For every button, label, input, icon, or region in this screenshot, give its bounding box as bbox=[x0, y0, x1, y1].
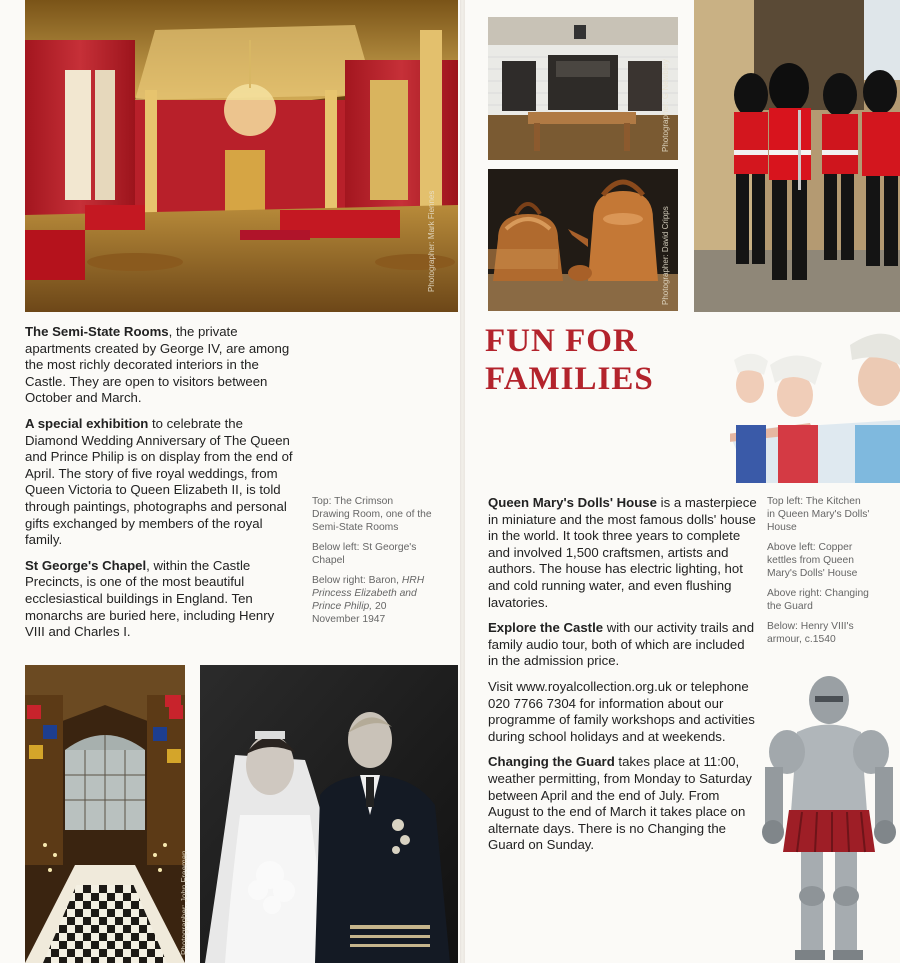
crimson-drawing-room-photo bbox=[25, 0, 458, 312]
henry-viii-armour-photo bbox=[757, 672, 900, 963]
exhibition-heading: A special exhibition bbox=[25, 415, 149, 431]
semi-state-paragraph bbox=[25, 324, 297, 407]
caption-above-left: Above left: Copper kettles from Queen Mary's Dolls' House bbox=[767, 542, 858, 579]
guard-paragraph bbox=[488, 754, 758, 854]
left-body-text bbox=[25, 324, 297, 650]
copper-kettles-photo bbox=[488, 169, 678, 311]
dolls-house-heading: Queen Mary's Dolls' House bbox=[488, 495, 657, 510]
caption-below-right-date: 20 November 1947 bbox=[312, 601, 387, 625]
changing-the-guard-photo bbox=[694, 0, 900, 312]
exhibition-text: to celebrate the Diamond Wedding Anniversary of The Queen and Prince Philip is on display from the end of April. The story of five royal weddings, from Queen Victoria to Queen Elizabeth II, is told through paintings, photographs and personal gifts exchanged by members of the royal family. bbox=[25, 415, 293, 548]
fun-for-families-title bbox=[485, 322, 654, 398]
chapel-text: , within the Castle Precincts, is one of the most beautiful ecclesiastical buildings in England. Ten monarchs are buried here, including Henry VIII and Charles I. bbox=[25, 557, 275, 640]
caption-top-left: Top left: The Kitchen in Queen Mary's Dolls' House bbox=[767, 496, 870, 533]
explore-text: with our activity trails and family audio tour, both of which are included in the admission price. bbox=[488, 620, 755, 669]
right-page bbox=[465, 0, 900, 963]
children-costume-photo bbox=[730, 325, 900, 483]
dolls-house-text: is a masterpiece in miniature and the most famous dolls' house in the world. It took three years to complete and involved 1,500 craftsmen, artists and authors. The house has electric lighting, hot and cold running water, and even flushing lavatories. bbox=[488, 495, 757, 610]
caption-below-right bbox=[312, 574, 432, 626]
caption-below: Below: Henry VIII's armour, c.1540 bbox=[767, 621, 854, 645]
chapel-heading: St George's Chapel bbox=[25, 557, 147, 573]
semi-state-heading: The Semi-State Rooms bbox=[25, 324, 169, 339]
guard-heading: Changing the Guard bbox=[488, 754, 615, 770]
visit-paragraph: Visit www.royalcollection.org.uk or telephone 020 7766 7304 for information about our programme of family workshops and activities during school holidays and at weekends. bbox=[488, 678, 755, 744]
caption-below-right-title: HRH Princess Elizabeth and Prince Philip, bbox=[312, 575, 425, 612]
photo-credit-bottom: Photographer: John Freeman bbox=[180, 850, 189, 955]
photo-credit-top: Photographer: Mark Fiennes bbox=[427, 190, 436, 292]
photo-credit-kettles: Photographer: David Cripps bbox=[661, 206, 670, 305]
caption-top: Top: The Crimson Drawing Room, one of the Semi-State Rooms bbox=[312, 496, 432, 533]
right-captions bbox=[767, 495, 871, 653]
caption-below-left: Below left: St George's Chapel bbox=[312, 542, 417, 566]
caption-above-right: Above right: Changing the Guard bbox=[767, 588, 869, 612]
explore-heading: Explore the Castle bbox=[488, 620, 604, 636]
exhibition-paragraph bbox=[25, 416, 297, 549]
guard-text: takes place at 11:00, weather permitting, from Monday to Saturday between April and the end of July. From August to the end of March it takes place on alternate days. There is no Changing the Guard on Sunday. bbox=[488, 754, 752, 853]
right-body-text bbox=[488, 495, 758, 863]
title-line-2: FAMILIES bbox=[485, 361, 654, 397]
chapel-paragraph bbox=[25, 558, 297, 641]
st-georges-chapel-photo bbox=[25, 665, 185, 963]
title-line-1: FUN FOR bbox=[485, 323, 638, 359]
semi-state-text: , the private apartments created by George IV, are among the most richly decorated interiors in the Castle. They are open to visitors between October and March. bbox=[25, 324, 290, 406]
dolls-house-paragraph bbox=[488, 495, 758, 611]
dolls-house-kitchen-photo bbox=[488, 17, 678, 160]
royal-wedding-photo bbox=[200, 665, 458, 963]
caption-below-right-prefix: Below right: Baron, bbox=[312, 575, 399, 586]
left-captions bbox=[312, 495, 432, 633]
explore-paragraph bbox=[488, 620, 758, 670]
photo-credit-kitchen: Photographer: G Newbery bbox=[661, 59, 670, 152]
